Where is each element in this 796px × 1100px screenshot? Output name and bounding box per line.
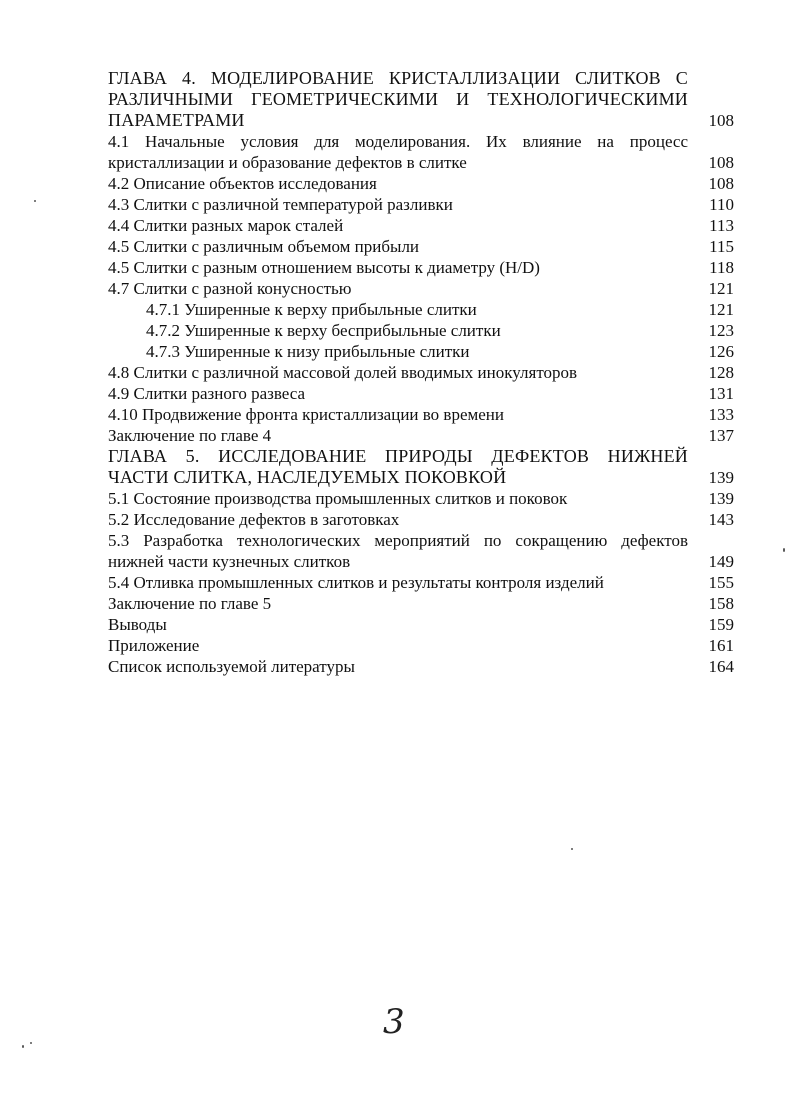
toc-entry-title: Заключение по главе 5 bbox=[108, 594, 272, 613]
toc-page-number: 118 bbox=[709, 258, 734, 277]
toc-entry bbox=[108, 488, 734, 509]
toc-entry-title: 5.2 Исследование дефектов в заготовках bbox=[108, 510, 400, 529]
toc-entry bbox=[108, 362, 734, 383]
toc-entry-title: 4.3 Слитки с различной температурой разливки bbox=[108, 195, 453, 214]
toc-entry bbox=[108, 656, 734, 677]
toc-entry-title: Выводы bbox=[108, 615, 167, 634]
toc-entry-title: 4.7.2 Уширенные к верху бесприбыльные слитки bbox=[146, 321, 501, 340]
toc-page-number: 149 bbox=[708, 552, 734, 571]
toc-entry-title: 4.7.1 Уширенные к верху прибыльные слитки bbox=[146, 300, 477, 319]
toc-entry-title: 5.4 Отливка промышленных слитков и результаты контроля изделий bbox=[108, 573, 604, 592]
toc-entry bbox=[108, 593, 734, 614]
toc-entry-title: 5.3 Разработка технологических мероприятий по сокращению дефектов нижней части кузнечных слитков bbox=[108, 531, 688, 571]
toc-chapter-4 bbox=[108, 68, 734, 131]
scan-speck bbox=[571, 848, 573, 850]
toc-entry bbox=[108, 404, 734, 425]
toc-entry bbox=[108, 278, 734, 299]
toc-entry-title: 4.5 Слитки с различным объемом прибыли bbox=[108, 237, 420, 256]
toc-entry bbox=[108, 173, 734, 194]
scan-speck bbox=[783, 548, 785, 552]
toc-entry-title: Приложение bbox=[108, 636, 200, 655]
toc-page-number: 115 bbox=[709, 237, 734, 256]
handwritten-page-number: 3 bbox=[383, 1002, 405, 1042]
toc-entry bbox=[108, 425, 734, 446]
toc-chapter-5 bbox=[108, 446, 734, 488]
toc-entry bbox=[108, 635, 734, 656]
toc-page-number: 110 bbox=[709, 195, 734, 214]
toc-entry bbox=[108, 572, 734, 593]
toc-entry-title: 4.7.3 Уширенные к низу прибыльные слитки bbox=[146, 342, 470, 361]
toc-page-number: 121 bbox=[708, 300, 734, 319]
toc-page-number: 108 bbox=[708, 174, 734, 193]
toc-page-number: 108 bbox=[708, 153, 734, 172]
toc-entry bbox=[108, 299, 734, 320]
toc-entry-title: 4.2 Описание объектов исследования bbox=[108, 174, 377, 193]
chapter-4-title bbox=[108, 68, 702, 131]
scan-speck bbox=[30, 1042, 32, 1044]
toc-entry-title: 4.7 Слитки с разной конусностью bbox=[108, 279, 352, 298]
chapter-title-line: ПАРАМЕТРАМИ bbox=[108, 110, 245, 130]
toc-page-number: 131 bbox=[708, 384, 734, 403]
toc-entry-title: 4.4 Слитки разных марок сталей bbox=[108, 216, 344, 235]
toc-entry bbox=[108, 320, 734, 341]
toc-page-number: 139 bbox=[708, 468, 734, 487]
toc-page-number: 126 bbox=[708, 342, 734, 361]
toc-entry-title: 4.10 Продвижение фронта кристаллизации во времени bbox=[108, 405, 504, 424]
toc-page-number: 113 bbox=[709, 216, 734, 235]
chapter-title-line: РАЗЛИЧНЫМИ ГЕОМЕТРИЧЕСКИМИ И ТЕХНОЛОГИЧЕСКИМИ bbox=[108, 89, 688, 109]
toc-entry-title: 4.5 Слитки с разным отношением высоты к диаметру (H/D) bbox=[108, 258, 540, 277]
toc-entry-title: 4.1 Начальные условия для моделирования. Их влияние на процесс кристаллизации и образование дефектов в слитке bbox=[108, 132, 688, 172]
toc-page-number: 158 bbox=[708, 594, 734, 613]
toc-page-number: 159 bbox=[708, 615, 734, 634]
toc-entry bbox=[108, 509, 734, 530]
toc-entry bbox=[108, 215, 734, 236]
toc-entry bbox=[108, 257, 734, 278]
scan-speck bbox=[34, 200, 36, 202]
toc-page-number: 121 bbox=[708, 279, 734, 298]
toc-entry-title: Список используемой литературы bbox=[108, 657, 355, 676]
chapter-4-entries bbox=[108, 131, 734, 446]
toc-page-number: 139 bbox=[708, 489, 734, 508]
toc-page-number: 108 bbox=[708, 111, 734, 130]
table-of-contents bbox=[108, 68, 734, 677]
toc-page-number: 133 bbox=[708, 405, 734, 424]
chapter-5-title bbox=[108, 446, 702, 488]
toc-entry bbox=[108, 236, 734, 257]
toc-entry bbox=[108, 194, 734, 215]
chapter-title-line: ГЛАВА 5. ИССЛЕДОВАНИЕ ПРИРОДЫ ДЕФЕКТОВ НИЖНЕЙ bbox=[108, 446, 688, 466]
chapter-title-line: ГЛАВА 4. МОДЕЛИРОВАНИЕ КРИСТАЛЛИЗАЦИИ СЛИТКОВ С bbox=[108, 68, 688, 88]
toc-entry bbox=[108, 341, 734, 362]
scan-speck bbox=[22, 1045, 24, 1048]
toc-page-number: 143 bbox=[708, 510, 734, 529]
toc-entry-title: 4.8 Слитки с различной массовой долей вводимых инокуляторов bbox=[108, 363, 578, 382]
toc-entry-title: 5.1 Состояние производства промышленных слитков и поковок bbox=[108, 489, 568, 508]
toc-page-number: 164 bbox=[708, 657, 734, 676]
toc-page-number: 128 bbox=[708, 363, 734, 382]
toc-page-number: 137 bbox=[708, 426, 734, 445]
toc-entry bbox=[108, 131, 734, 173]
toc-page-number: 155 bbox=[708, 573, 734, 592]
toc-page-number: 161 bbox=[708, 636, 734, 655]
chapter-5-entries bbox=[108, 488, 734, 677]
toc-entry bbox=[108, 530, 734, 572]
toc-entry bbox=[108, 614, 734, 635]
toc-entry-title: 4.9 Слитки разного развеса bbox=[108, 384, 306, 403]
chapter-title-line: ЧАСТИ СЛИТКА, НАСЛЕДУЕМЫХ ПОКОВКОЙ bbox=[108, 467, 507, 487]
toc-page-number: 123 bbox=[708, 321, 734, 340]
toc-entry-title: Заключение по главе 4 bbox=[108, 426, 272, 445]
toc-entry bbox=[108, 383, 734, 404]
